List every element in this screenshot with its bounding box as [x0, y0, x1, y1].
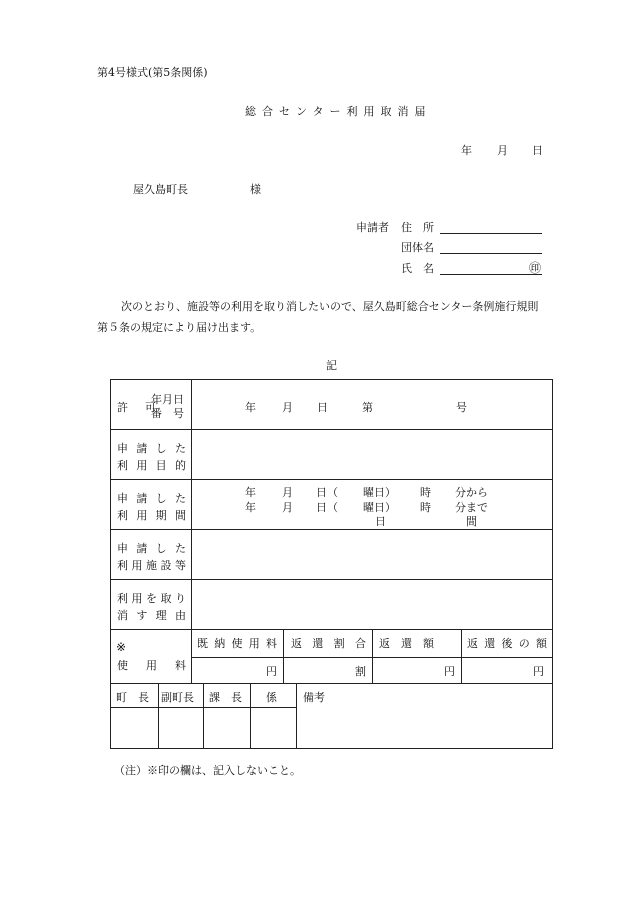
period-r1-month: 月: [282, 486, 293, 499]
period-r1-hour: 時: [420, 486, 431, 499]
form-title: 総合センター利用取消届: [245, 105, 432, 118]
approval-staff: 係: [266, 691, 277, 704]
purpose-value[interactable]: [193, 431, 551, 478]
fee-unit-ratio: 割: [355, 665, 366, 678]
purpose-label-2: 利用目的: [117, 459, 186, 472]
period-label-2: 利用期間: [117, 509, 186, 522]
fee-unit-amount: 円: [444, 665, 455, 678]
period-r2-month: 月: [282, 501, 293, 514]
period-r2-hour: 時: [420, 501, 431, 514]
period-r3-days: 日: [375, 515, 386, 528]
applicant-name-label: 氏 名: [401, 262, 434, 275]
applicant-group-label: 団体名: [401, 241, 434, 254]
body-line-2: 第５条の規定により届け出ます。: [97, 321, 262, 334]
permit-day: 日: [317, 401, 328, 414]
fee-label: 使用料: [117, 659, 186, 672]
applicant-label: 申請者: [356, 221, 389, 234]
footnote: （注）※印の欄は、記入しないこと。: [114, 764, 301, 777]
fee-header-ratio: 返還割合: [291, 637, 366, 650]
permit-year: 年: [245, 401, 256, 414]
period-r1-minute: 分から: [455, 486, 488, 499]
period-r3-between: 間: [466, 515, 477, 528]
period-r2-minute: 分まで: [455, 501, 488, 514]
period-r2-day: 日（: [316, 501, 338, 514]
approval-mayor: 町 長: [116, 691, 149, 704]
period-r2-year: 年: [245, 501, 256, 514]
period-r1-year: 年: [245, 486, 256, 499]
permit-label-main: 許 可: [117, 401, 159, 414]
approval-deputy: 副町長: [161, 691, 194, 704]
permit-go: 号: [456, 401, 467, 414]
applicant-name-field[interactable]: [440, 274, 542, 275]
reason-value[interactable]: [193, 581, 551, 628]
addressee-honorific: 様: [250, 183, 261, 196]
period-r1-weekday: 曜日）: [363, 486, 396, 499]
fee-unit-after: 円: [533, 665, 544, 678]
facility-label-1: 申請した: [117, 542, 186, 555]
permit-dai: 第: [362, 401, 373, 414]
fee-header-paid: 既納使用料: [197, 637, 277, 650]
approval-section-chief: 課 長: [209, 691, 242, 704]
fee-unit-paid: 円: [266, 665, 277, 678]
approval-remarks: 備考: [303, 691, 325, 704]
form-number: 第4号様式(第5条関係): [97, 66, 208, 79]
purpose-label-1: 申請した: [117, 442, 186, 455]
period-r2-weekday: 曜日）: [363, 501, 396, 514]
fee-mark: ※: [116, 640, 127, 654]
fee-header-after: 返還後の額: [467, 637, 547, 650]
applicant-group-field[interactable]: [440, 253, 542, 254]
reason-label-1: 利用を取り: [117, 592, 186, 605]
permit-label-bottom: 番 号: [151, 407, 184, 420]
date-year: 年: [461, 144, 472, 157]
permit-label-top: 年月日: [151, 393, 184, 406]
seal-mark: ㊞: [529, 261, 542, 275]
permit-month: 月: [282, 401, 293, 414]
reason-label-2: 消す理由: [117, 609, 186, 622]
date-day: 日: [532, 144, 543, 157]
applicant-address-field[interactable]: [440, 233, 542, 234]
body-line-1: 次のとおり、施設等の利用を取り消したいので、屋久島町総合センター条例施行規則: [121, 300, 539, 313]
date-month: 月: [497, 144, 508, 157]
period-label-1: 申請した: [117, 492, 186, 505]
facility-label-2: 利用施設等: [117, 559, 186, 572]
period-r1-day: 日（: [316, 486, 338, 499]
ki-label: 記: [326, 359, 337, 372]
applicant-address-label: 住 所: [401, 221, 434, 234]
fee-header-amount: 返 還 額: [379, 637, 434, 650]
addressee-name: 屋久島町長: [133, 183, 188, 196]
facility-value[interactable]: [193, 531, 551, 578]
